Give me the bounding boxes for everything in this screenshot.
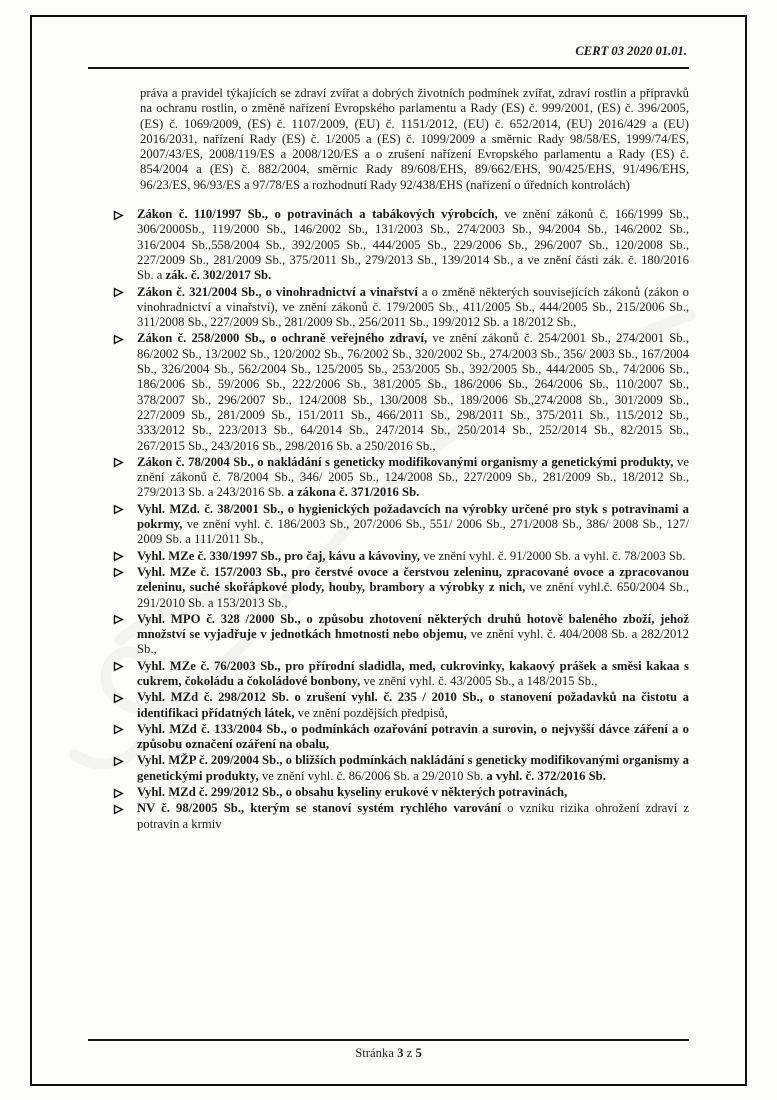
list-item: [112, 690, 689, 721]
list-item: [112, 502, 689, 548]
list-item: [112, 722, 689, 753]
document-header: [88, 44, 689, 69]
list-item-text: Zákon č. 110/1997 Sb., o potravinách a tabákových výrobcích, ve znění zákonů č. 166/1999 Sb., 306/2000Sb., 119/2000 Sb., 146/2002 Sb., 131/2003 Sb., 274/2003 Sb., 94/2004 Sb., 146/2002 Sb., 316/2004 Sb.,558/2004 Sb., 392/2005 Sb., 444/2005 Sb., 229/2006 Sb., 296/2007 Sb., 120/2008 Sb., 227/2009 Sb., 281/2009 Sb., 375/2011 Sb., 279/2013 Sb., 139/2014 Sb., a ve znění části zák. č. 180/2016 Sb. a zák. č. 302/2017 Sb.: [137, 207, 689, 283]
list-item-text: Vyhl. MZd č. 133/2004 Sb., o podmínkách ozařování potravin a surovin, o nejvyšší dávce záření a o způsobu označení ozáření na obalu,: [137, 721, 689, 752]
list-item-text: Zákon č. 78/2004 Sb., o nakládání s geneticky modifikovanými organismy a genetickými produkty, ve znění zákonů č. 78/2004 Sb., 346/ 2005 Sb., 124/2008 Sb., 227/2009 Sb., 281/2009 Sb., 18/2012 Sb., 279/2013 Sb. a 243/2016 Sb. a zákona č. 371/2016 Sb.: [137, 454, 690, 500]
list-item: [112, 549, 689, 564]
cert-reference-label: CERT 03 2020 01.01.: [575, 44, 687, 58]
arrowhead-bullet-icon: [113, 210, 124, 221]
arrowhead-bullet-icon: [113, 551, 124, 562]
list-item-text: Vyhl. MZe č. 76/2003 Sb., pro přírodní sladidla, med, cukrovinky, kakaový prášek a směsi kakaa s cukrem, čokoládu a čokoládové bonbony, ve znění vyhl. č. 43/2005 Sb., a 148/2015 Sb.,: [137, 658, 689, 688]
list-item: [112, 207, 689, 283]
arrowhead-bullet-icon: [113, 334, 124, 345]
list-item-text: Vyhl. MZd. č. 38/2001 Sb., o hygienických požadavcích na výrobky určené pro styk s potravinami a pokrmy, ve znění vyhl. č. 186/2003 Sb., 207/2006 Sb., 551/ 2006 Sb., 271/2008 Sb., 386/ 2008 Sb., 127/ 2009 Sb. a 111/2011 Sb.,: [137, 501, 689, 547]
arrowhead-bullet-icon: [113, 504, 124, 515]
footer-page-number: 3: [397, 1046, 404, 1060]
arrowhead-bullet-icon: [113, 788, 124, 799]
arrowhead-bullet-icon: [113, 457, 124, 468]
list-item-text: Vyhl. MZd č. 298/2012 Sb. o zrušení vyhl. č. 235 / 2010 Sb., o stanovení požadavků na čistotu a identifikaci přídatných látek, ve znění pozdějších předpisů,: [137, 690, 689, 720]
arrowhead-bullet-icon: [113, 287, 124, 298]
list-item: [112, 801, 689, 832]
list-item: [112, 565, 689, 611]
law-list: [112, 207, 689, 832]
arrowhead-bullet-icon: [113, 756, 124, 767]
list-item: [112, 285, 689, 331]
list-item: [112, 331, 689, 453]
list-item: [112, 785, 689, 800]
list-item: [112, 659, 689, 690]
arrowhead-bullet-icon: [113, 614, 124, 625]
footer-total-pages: 5: [415, 1046, 422, 1060]
arrowhead-bullet-icon: [113, 693, 124, 704]
list-item-text: NV č. 98/2005 Sb., kterým se stanoví systém rychlého varování o vzniku rizika ohrožení zdraví z potravin a krmiv: [137, 801, 689, 831]
footer-page-separator: z: [403, 1046, 416, 1060]
list-item-text: Vyhl. MZe č. 330/1997 Sb., pro čaj, kávu a kávoviny, ve znění vyhl. č. 91/2000 Sb. a vyhl. č. 78/2003 Sb.: [137, 548, 686, 563]
list-item-text: Vyhl. MŽP č. 209/2004 Sb., o bližších podmínkách nakládání s geneticky modifikovanými organismy a genetickými produkty, ve znění vyhl. č. 86/2006 Sb. a 29/2010 Sb. a vyhl. č. 372/2016 Sb.: [137, 753, 689, 783]
list-item-text: Vyhl. MZd č. 299/2012 Sb., o obsahu kyseliny erukové v některých potravinách,: [137, 785, 568, 800]
list-item: [112, 753, 689, 784]
list-item-text: Vyhl. MPO č. 328 /2000 Sb., o způsobu zhotovení některých druhů hotově baleného zboží, jehož množství se vyjadřuje v jednotkách hmotnosti nebo objemu, ve znění vyhl. č. 404/2008 Sb. a 282/2012 Sb.,: [137, 611, 689, 657]
arrowhead-bullet-icon: [113, 804, 124, 815]
arrowhead-bullet-icon: [113, 724, 124, 735]
arrowhead-bullet-icon: [113, 567, 124, 578]
footer-page-prefix: Stránka: [355, 1046, 398, 1060]
list-item-text: Zákon č. 321/2004 Sb., o vinohradnictví a vinařství a o změně některých souvisejících zákonů (zákon o vinohradnictví a vinařství), ve znění zákonů č. 179/2005 Sb., 411/2005 Sb., 444/2005 Sb., 215/2006 Sb., 311/2008 Sb., 227/2009 Sb., 281/2009 Sb., 256/2011 Sb., 199/2012 Sb. a 18/2012 Sb.,: [137, 284, 689, 330]
arrowhead-bullet-icon: [113, 661, 124, 672]
list-item: [112, 612, 689, 658]
list-item-text: Vyhl. MZe č. 157/2003 Sb., pro čerstvé ovoce a čerstvou zeleninu, zpracované ovoce a zpracovanou zeleninu, suché skořápkové plody, houby, brambory a výrobky z nich, ve znění vyhl.č. 650/2004 Sb., 291/2010 Sb. a 153/2013 Sb.,: [137, 564, 689, 610]
page-footer: [88, 1039, 689, 1061]
page-content: [88, 0, 689, 833]
list-item-text: Zákon č. 258/2000 Sb., o ochraně veřejného zdraví, ve znění zákonů č. 254/2001 Sb., 274/2001 Sb., 86/2002 Sb., 13/2002 Sb., 120/2002 Sb., 76/2002 Sb., 320/2002 Sb., 274/2003 Sb., 356/ 2003 Sb., 167/2004 Sb., 326/2004 Sb., 562/2004 Sb., 125/2005 Sb., 253/2005 Sb., 392/2005 Sb., 444/2005 Sb., 74/2006 Sb., 186/2006 Sb., 59/2006 Sb., 222/2006 Sb., 381/2005 Sb., 186/2006 Sb., 264/2006 Sb., 110/2007 Sb., 378/2007 Sb., 296/2007 Sb., 124/2008 Sb., 130/2008 Sb., 189/2006 Sb.,274/2008 Sb., 301/2009 Sb., 227/2009 Sb., 281/2009 Sb., 151/2011 Sb., 466/2011 Sb., 298/2011 Sb., 375/2011 Sb., 115/2012 Sb., 333/2012 Sb., 223/2013 Sb., 64/2014 Sb., 247/2014 Sb., 250/2014 Sb., 252/2014 Sb., 82/2015 Sb., 267/2015 Sb., 243/2016 Sb., 298/2016 Sb. a 250/2016 Sb.,: [137, 331, 689, 453]
list-item: [112, 455, 689, 501]
intro-paragraph: práva a pravidel týkajících se zdraví zvířat a dobrých životních podmínek zvířat, zdraví rostlin a přípravků na ochranu rostlin, o změně nařízení Evropského parlamentu a Rady (ES) č. 999/2001, (ES) č. 396/2005, (ES) č. 1069/2009, (ES) č. 1107/2009, (EU) č. 1151/2012, (EU) č. 652/2014, (EU) 2016/429 a (EU) 2016/2031, nařízení Rady (ES) č. 1/2005 a (ES) č. 1099/2009 a směrnic Rady 98/58/ES, 1999/74/ES, 2007/43/ES, 2008/119/ES a 2008/120/ES a o zrušení nařízení Evropského parlamentu a Rady (ES) č. 854/2004 a (ES) č. 882/2004, směrnic Rady 89/608/EHS, 89/662/EHS, 90/425/EHS, 91/496/EHS, 96/23/ES, 96/93/ES a 97/78/ES a rozhodnutí Rady 92/438/EHS (nařízení o úředních kontrolách): [140, 86, 689, 192]
